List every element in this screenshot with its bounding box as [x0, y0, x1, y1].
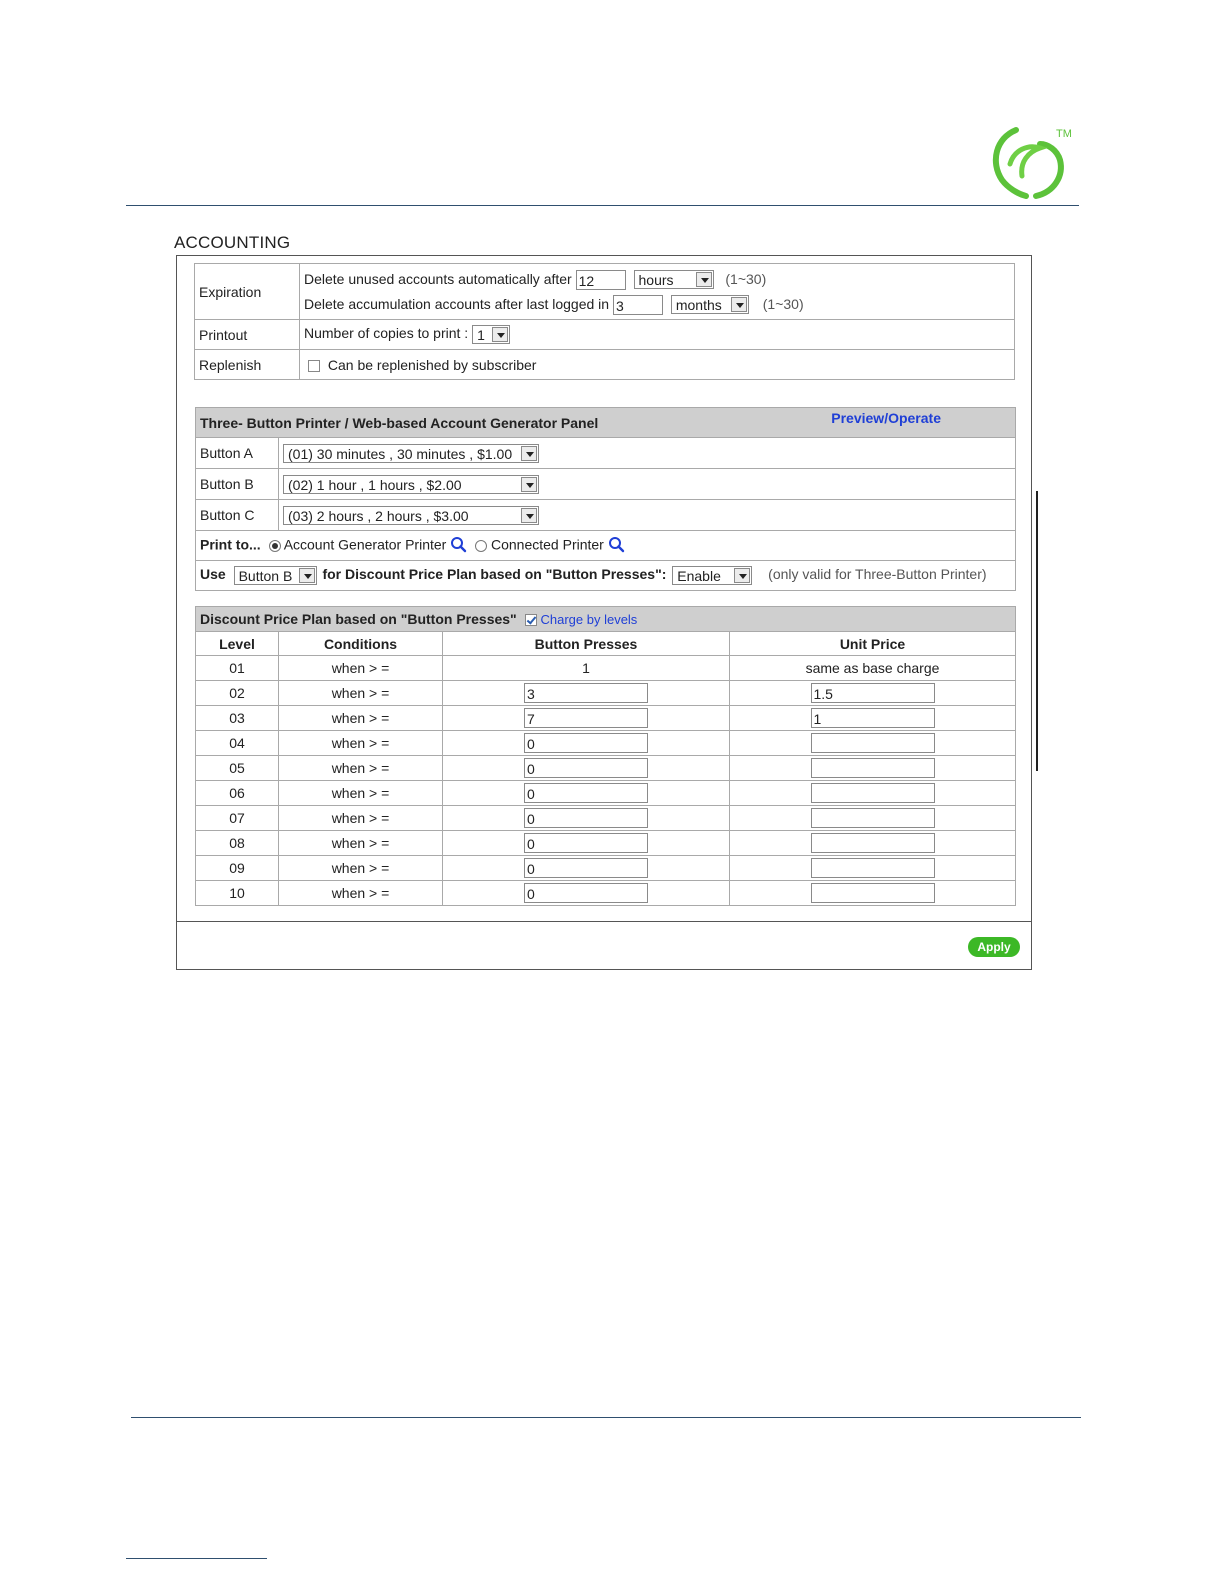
price-input[interactable]: 1.5: [811, 683, 935, 703]
printout-label: Printout: [195, 320, 300, 350]
condition-cell: when > =: [279, 706, 443, 731]
discount-plan-table: [195, 606, 1016, 906]
price-input[interactable]: [811, 733, 935, 753]
table-row: [196, 856, 1016, 881]
accum-value-input[interactable]: 3: [613, 295, 663, 315]
price-input[interactable]: 1: [811, 708, 935, 728]
presses-input[interactable]: 7: [524, 708, 648, 728]
button-c-select[interactable]: [283, 506, 539, 525]
account-generator-printer-radio[interactable]: [269, 540, 281, 552]
unused-unit-value: hours: [638, 272, 674, 289]
preview-operate-link[interactable]: Preview/Operate: [831, 410, 941, 426]
col-unit-price: Unit Price: [730, 632, 1016, 656]
copies-select[interactable]: [472, 325, 510, 344]
table-row: [196, 731, 1016, 756]
level-cell: 03: [196, 706, 279, 731]
use-label: Use: [200, 566, 226, 583]
unused-unit-select[interactable]: [634, 270, 714, 289]
table-row: [196, 656, 1016, 681]
level-cell: 06: [196, 781, 279, 806]
table-row: [196, 806, 1016, 831]
discount-plan-text: for Discount Price Plan based on "Button Presses":: [322, 566, 667, 583]
level-cell: 05: [196, 756, 279, 781]
search-icon[interactable]: [450, 536, 467, 556]
footer-divider: [131, 1417, 1081, 1418]
level-cell: 10: [196, 881, 279, 906]
chevron-down-icon: [521, 477, 537, 492]
footnote-divider: [126, 1558, 267, 1559]
charge-by-levels-label: Charge by levels: [540, 612, 638, 627]
header-divider: [126, 205, 1079, 206]
table-row: [196, 831, 1016, 856]
level-cell: 07: [196, 806, 279, 831]
accum-range: (1~30): [762, 295, 804, 312]
apply-button[interactable]: Apply: [968, 937, 1020, 957]
price-input[interactable]: [811, 833, 935, 853]
presses-input[interactable]: 0: [524, 858, 648, 878]
panel-title: Three- Button Printer / Web-based Account Generator Panel: [200, 414, 599, 431]
general-settings-table: [194, 263, 1015, 380]
use-button-value: Button B: [238, 568, 293, 584]
condition-cell: when > =: [279, 856, 443, 881]
presses-input[interactable]: 0: [524, 783, 648, 803]
level-cell: 09: [196, 856, 279, 881]
price-input[interactable]: [811, 758, 935, 778]
presses-input[interactable]: 0: [524, 883, 648, 903]
brand-logo: [988, 124, 1078, 202]
chevron-down-icon: [521, 446, 537, 461]
price-input[interactable]: [811, 783, 935, 803]
expiration-label: Expiration: [195, 264, 300, 320]
presses-input[interactable]: 0: [524, 808, 648, 828]
accum-unit-select[interactable]: [671, 295, 749, 314]
presses-input[interactable]: 0: [524, 833, 648, 853]
price-input[interactable]: [811, 808, 935, 828]
col-level: Level: [196, 632, 279, 656]
condition-cell: when > =: [279, 806, 443, 831]
discount-plan-title: Discount Price Plan based on "Button Presses": [200, 611, 517, 627]
table-row: [196, 781, 1016, 806]
table-row: [196, 681, 1016, 706]
table-row: [196, 881, 1016, 906]
condition-cell: when > =: [279, 681, 443, 706]
chevron-down-icon: [696, 272, 712, 287]
discount-state-select[interactable]: [672, 566, 752, 585]
change-bar: [1036, 491, 1038, 771]
unused-value-input[interactable]: 12: [576, 270, 626, 290]
presses-cell: 1: [443, 656, 730, 681]
replenish-text: Can be replenished by subscriber: [327, 356, 537, 373]
search-icon[interactable]: [608, 536, 625, 556]
level-cell: 04: [196, 731, 279, 756]
chevron-down-icon: [731, 297, 747, 312]
button-b-value: (02) 1 hour , 1 hours , $2.00: [288, 476, 462, 493]
accum-unit-value: months: [675, 297, 722, 314]
level-cell: 02: [196, 681, 279, 706]
condition-cell: when > =: [279, 656, 443, 681]
frame-separator: [177, 921, 1031, 922]
condition-cell: when > =: [279, 831, 443, 856]
level-cell: 08: [196, 831, 279, 856]
discount-state-value: Enable: [677, 568, 721, 584]
chevron-down-icon: [521, 508, 537, 523]
print-to-label: Print to...: [200, 536, 261, 553]
presses-input[interactable]: 0: [524, 733, 648, 753]
button-c-label: Button C: [196, 500, 279, 531]
button-b-label: Button B: [196, 469, 279, 500]
level-cell: 01: [196, 656, 279, 681]
unused-text: Delete unused accounts automatically after: [304, 270, 572, 287]
charge-by-levels-checkbox[interactable]: [525, 614, 537, 626]
price-cell: same as base charge: [730, 656, 1016, 681]
connected-printer-radio[interactable]: [475, 540, 487, 552]
condition-cell: when > =: [279, 781, 443, 806]
col-button-presses: Button Presses: [443, 632, 730, 656]
button-a-value: (01) 30 minutes , 30 minutes , $1.00: [288, 445, 513, 462]
price-input[interactable]: [811, 883, 935, 903]
button-a-select[interactable]: [283, 444, 539, 463]
table-row: [196, 756, 1016, 781]
button-b-select[interactable]: [283, 475, 539, 494]
condition-cell: when > =: [279, 881, 443, 906]
chevron-down-icon: [734, 568, 750, 583]
condition-cell: when > =: [279, 756, 443, 781]
table-row: [196, 706, 1016, 731]
replenish-label: Replenish: [195, 350, 300, 380]
unused-range: (1~30): [725, 270, 767, 287]
connected-printer-label: Connected Printer: [491, 536, 604, 553]
use-button-select[interactable]: [234, 566, 317, 585]
account-generator-printer-label: Account Generator Printer: [283, 536, 447, 553]
page-title: ACCOUNTING: [174, 233, 291, 252]
price-input[interactable]: [811, 858, 935, 878]
presses-input[interactable]: 3: [524, 683, 648, 703]
three-button-note: (only valid for Three-Button Printer): [768, 566, 987, 583]
accum-text: Delete accumulation accounts after last logged in: [304, 295, 610, 312]
replenish-checkbox[interactable]: [308, 360, 320, 372]
col-conditions: Conditions: [279, 632, 443, 656]
presses-input[interactable]: 0: [524, 758, 648, 778]
chevron-down-icon: [492, 327, 508, 342]
svg-text:TM: TM: [1056, 128, 1072, 140]
chevron-down-icon: [299, 568, 315, 583]
printer-panel-table: [195, 407, 1016, 591]
copies-value: 1: [477, 327, 485, 343]
button-a-label: Button A: [196, 438, 279, 469]
button-c-value: (03) 2 hours , 2 hours , $3.00: [288, 507, 469, 524]
condition-cell: when > =: [279, 731, 443, 756]
printout-text: Number of copies to print :: [304, 325, 469, 342]
